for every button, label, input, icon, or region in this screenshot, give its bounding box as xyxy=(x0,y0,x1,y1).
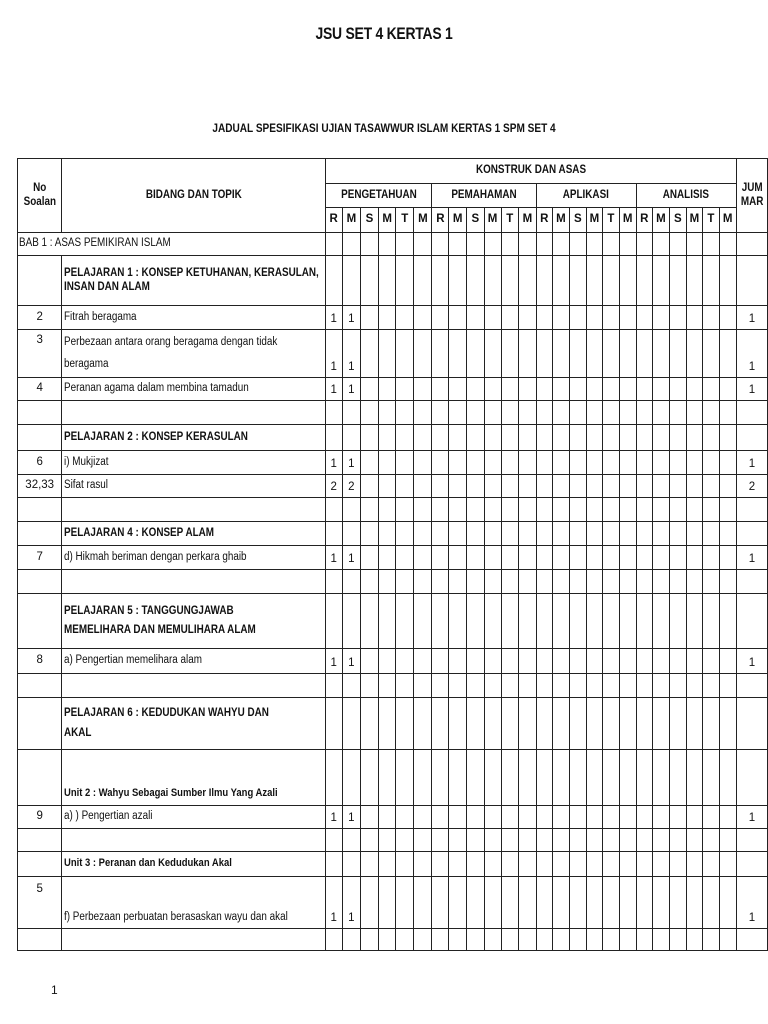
level-header: M xyxy=(379,208,396,233)
document-subtitle: JADUAL SPESIFIKASI UJIAN TASAWWUR ISLAM KERTAS 1 SPM SET 4 xyxy=(212,121,556,135)
level-header: R xyxy=(325,208,342,233)
table-row: 4 Peranan agama dalam membina tamadun 1 1 1 xyxy=(18,378,768,401)
group-header-analisis: ANALISIS xyxy=(636,184,736,208)
level-header: M xyxy=(518,208,536,233)
level-header: R xyxy=(432,208,449,233)
specification-table xyxy=(17,158,768,951)
group-header-aplikasi: APLIKASI xyxy=(536,184,636,208)
chapter-heading: BAB 1 : ASAS PEMIKIRAN ISLAM xyxy=(18,233,326,256)
level-header: S xyxy=(569,208,586,233)
table-row: 32,33 Sifat rasul 2 2 2 xyxy=(18,475,768,498)
bidang-dan-topik-header: BIDANG DAN TOPIK xyxy=(62,159,325,233)
table-row: 8 a) Pengertian memelihara alam 1 1 1 xyxy=(18,649,768,674)
level-header: M xyxy=(652,208,669,233)
level-header: M xyxy=(619,208,636,233)
jum-mar-header: JUM MAR xyxy=(736,159,767,233)
table-row: 2 Fitrah beragama 1 1 1 xyxy=(18,306,768,330)
table-row: 3 Perbezaan antara orang beragama dengan tidak beragama 1 1 1 xyxy=(18,330,768,378)
level-header: T xyxy=(501,208,518,233)
level-header: S xyxy=(467,208,485,233)
page-number: 1 xyxy=(51,983,58,997)
level-header: T xyxy=(396,208,414,233)
table-row: 7 d) Hikmah beriman dengan perkara ghaib 1 1 1 xyxy=(18,546,768,570)
lesson-heading-row xyxy=(18,256,768,306)
group-header-pengetahuan: PENGETAHUAN xyxy=(325,184,432,208)
lesson-4-heading: PELAJARAN 4 : KONSEP ALAM xyxy=(62,522,325,546)
level-header: M xyxy=(484,208,501,233)
level-header: M xyxy=(449,208,467,233)
level-header: M xyxy=(719,208,736,233)
konstruk-dan-asas-header: KONSTRUK DAN ASAS xyxy=(325,159,736,184)
table-row: 5 f) Perbezaan perbuatan berasaskan wayu dan akal 1 1 1 xyxy=(18,877,768,929)
group-header-pemahaman: PEMAHAMAN xyxy=(432,184,536,208)
unit-2-heading: Unit 2 : Wahyu Sebagai Sumber Ilmu Yang Azali xyxy=(62,750,325,806)
lesson-1-heading: PELAJARAN 1 : KONSEP KETUHANAN, KERASULAN, INSAN DAN ALAM xyxy=(62,256,325,306)
lesson-6-heading: PELAJARAN 6 : KEDUDUKAN WAHYU DAN AKAL xyxy=(62,698,325,750)
lesson-2-heading: PELAJARAN 2 : KONSEP KERASULAN xyxy=(62,425,325,451)
document-title: JSU SET 4 KERTAS 1 xyxy=(315,24,453,43)
level-header: S xyxy=(360,208,378,233)
level-header: M xyxy=(414,208,432,233)
level-header: M xyxy=(342,208,360,233)
level-header: T xyxy=(603,208,620,233)
level-header: M xyxy=(552,208,569,233)
lesson-5-heading: PELAJARAN 5 : TANGGUNGJAWAB MEMELIHARA DAN MEMULIHARA ALAM xyxy=(62,594,325,649)
level-header: T xyxy=(703,208,720,233)
table-row: 6 i) Mukjizat 1 1 1 xyxy=(18,451,768,475)
level-header: R xyxy=(636,208,652,233)
no-soalan-header: No Soalan xyxy=(18,159,62,233)
level-header: R xyxy=(536,208,552,233)
level-header: S xyxy=(670,208,687,233)
level-header: M xyxy=(586,208,602,233)
unit-3-heading: Unit 3 : Peranan dan Kedudukan Akal xyxy=(62,852,325,877)
level-header: M xyxy=(686,208,702,233)
table-row: 9 a) ) Pengertian azali 1 1 1 xyxy=(18,806,768,829)
